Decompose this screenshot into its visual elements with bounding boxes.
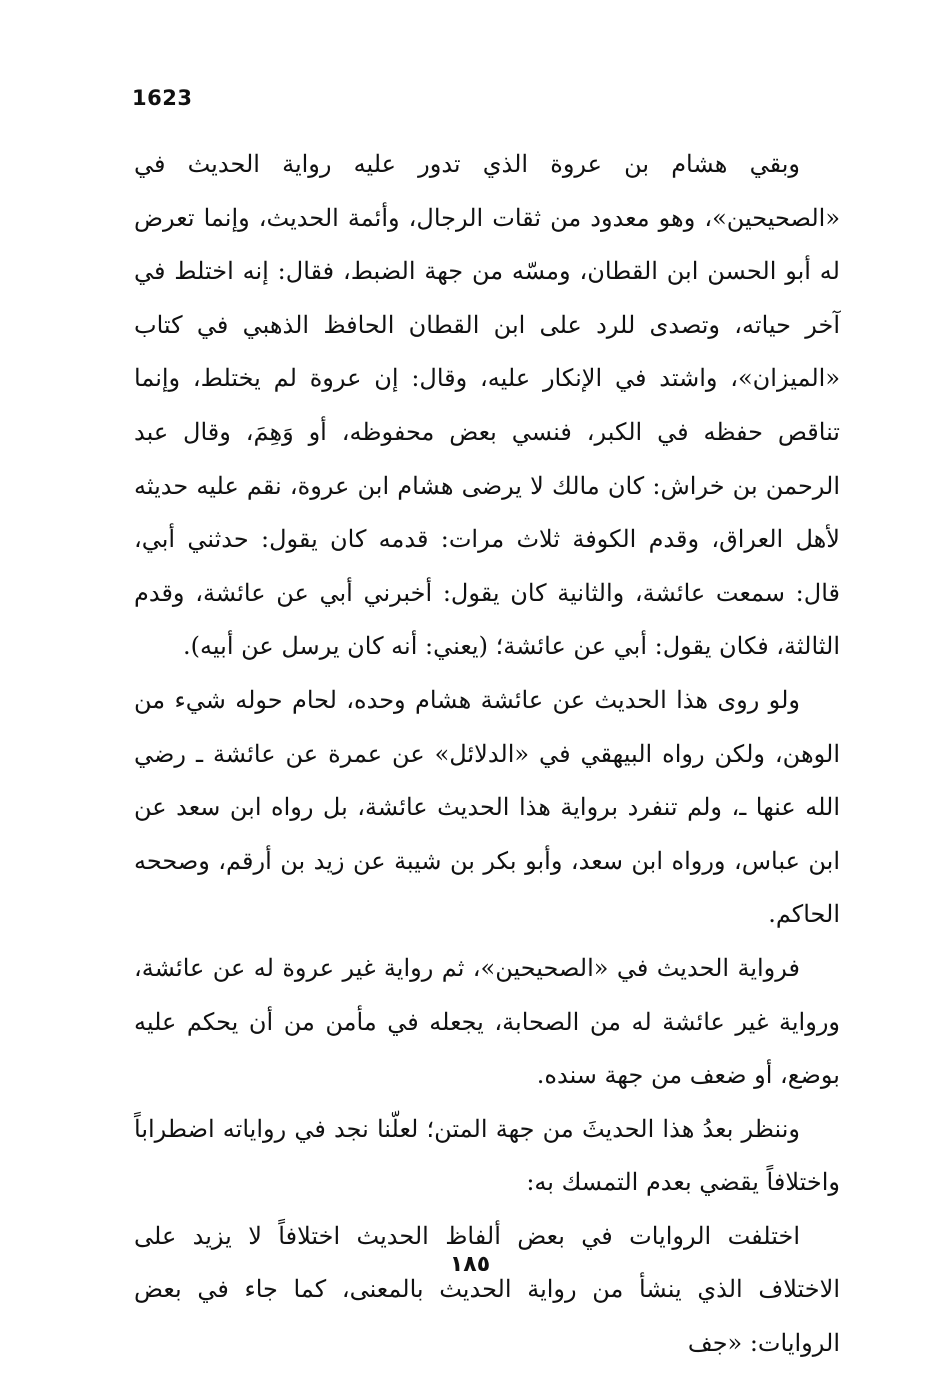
paragraph-matn: وننظر بعدُ هذا الحديثَ من جهة المتن؛ لعلّنا نجد في رواياته اضطراباً واختلافاً يقضي بعدم التمسك به: — [134, 1114, 840, 1197]
paragraph-hisham: وبقي هشام بن عروة الذي تدور عليه رواية الحديث في «الصحيحين»، وهو معدود من ثقات الرجال، وأئمة الحديث، وإنما تعرض له أبو الحسن ابن القطان، ومسّه من جهة الضبط، فقال: إنه اختلط في آخر حياته، وتصدى للرد على ابن القطان الحافظ الذهبي في كتاب «الميزان»، واشتد في الإنكار عليه، وقال: إن عروة لم يختلط، وإنما تناقص حفظه في الكبر، فنسي بعض محفوظه، أو وَهِمَ، وقال عبد الرحمن بن خراش: كان مالك لا يرضى هشام ابن عروة، نقم عليه حديثه لأهل العراق، وقدم الكوفة ثلاث مرات: قدمه كان يقول: حدثني أبي، قال: سمعت عائشة، والثانية كان يقول: أخبرني أبي عن عائشة، وقدم الثالثة، فكان يقول: أبي عن عائشة؛ (يعني: أنه كان يرسل عن أبيه). — [134, 150, 840, 661]
paragraph-other-narrations: ولو روى هذا الحديث عن عائشة هشام وحده، لحام حوله شيء من الوهن، ولكن رواه البيهقي في «الدلائل» عن عمرة عن عائشة ـ رضي الله عنها ـ، ولم تنفرد برواية هذا الحديث عائشة، بل رواه ابن سعد عن ابن عباس، ورواه ابن سعد، وأبو بكر بن شيبة عن زيد بن أرقم، وصححه الحاكم. — [134, 685, 841, 929]
body-text — [134, 138, 840, 1371]
paragraph-sahihayn: فرواية الحديث في «الصحيحين»، ثم رواية غير عروة له عن عائشة، ورواية غير عائشة له من الصحابة، يجعله في مأمن من أن يحكم عليه بوضع، أو ضعف من جهة سنده. — [134, 953, 840, 1090]
page-number-top: 1623 — [132, 86, 193, 110]
page-number-bottom: ١٨٥ — [449, 1252, 491, 1277]
paragraph-variants: اختلفت الروايات في بعض ألفاظ الحديث اختلافاً لا يزيد على الاختلاف الذي ينشأ من رواية الحديث بالمعنى، كما جاء في بعض الروايات: «جف — [134, 1221, 840, 1358]
